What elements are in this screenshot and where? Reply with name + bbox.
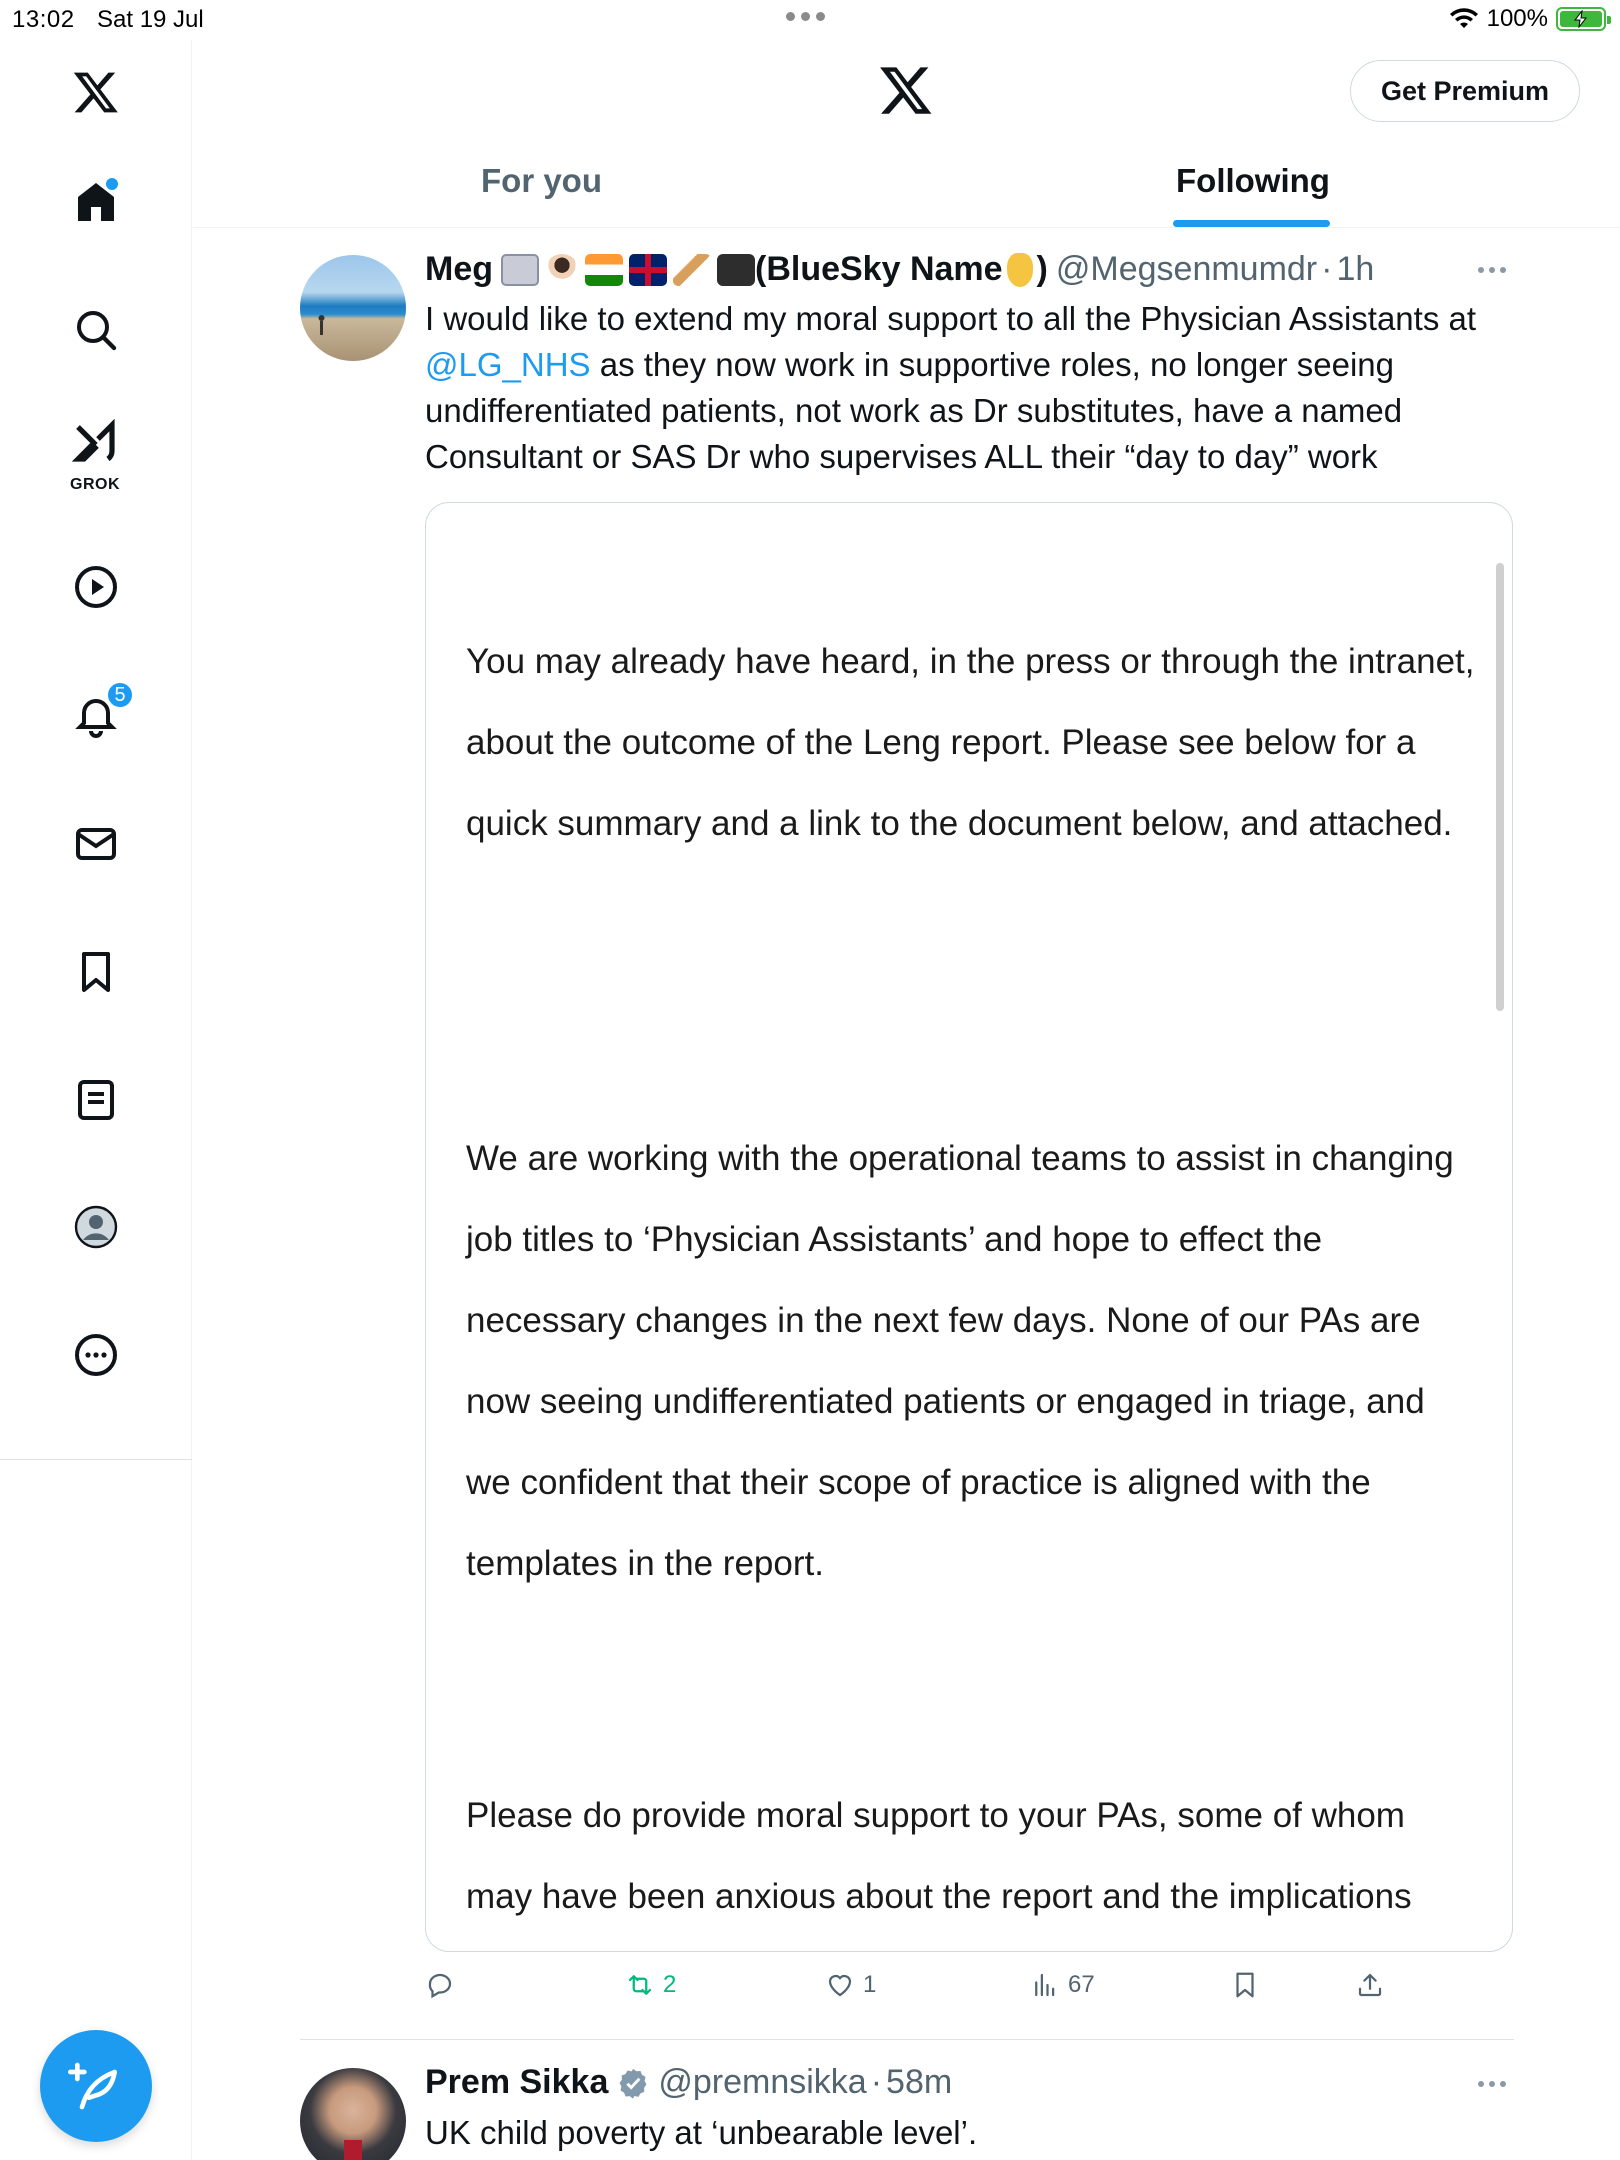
tab-for-you[interactable]: For you bbox=[481, 162, 602, 199]
tweet-text bbox=[425, 296, 1525, 480]
cricket-emoji-icon bbox=[673, 254, 711, 286]
bookmark-icon[interactable] bbox=[64, 940, 128, 1004]
document-paragraph: Please do provide moral support to your PAs, some of whom may have been anxious about the report and the implications bbox=[466, 1796, 1412, 1916]
status-time: 13:02 bbox=[12, 6, 75, 33]
india-flag-icon bbox=[585, 254, 623, 286]
tweet-actions bbox=[425, 1970, 1435, 2010]
display-name-close: ) bbox=[1036, 250, 1048, 288]
avatar[interactable] bbox=[300, 255, 406, 361]
handle[interactable]: @premnsikka bbox=[658, 2063, 867, 2101]
timestamp[interactable]: 58m bbox=[886, 2063, 953, 2101]
separator-dot: · bbox=[870, 2063, 883, 2101]
retweet-count: 2 bbox=[663, 1971, 677, 1998]
display-name-suffix[interactable]: (BlueSky Name bbox=[755, 250, 1003, 288]
heart-icon bbox=[825, 1970, 855, 2000]
verified-badge-icon bbox=[616, 2066, 650, 2100]
document-paragraph: You may already have heard, in the press or through the intranet, about the outcome of the Leng report. Please see below for a quick summary and a link to the document below, and attached. bbox=[466, 642, 1475, 843]
active-tab-indicator bbox=[1173, 220, 1330, 227]
views-button[interactable] bbox=[1030, 1970, 1095, 2000]
left-sidebar bbox=[0, 40, 192, 2160]
tab-following[interactable]: Following bbox=[1176, 162, 1330, 199]
more-circle-icon[interactable] bbox=[64, 1323, 128, 1387]
like-count: 1 bbox=[863, 1971, 877, 1998]
display-name[interactable]: Prem Sikka bbox=[425, 2063, 609, 2101]
views-count: 67 bbox=[1068, 1971, 1095, 1998]
name-emojis bbox=[501, 254, 755, 286]
bell-icon[interactable] bbox=[64, 683, 128, 747]
wifi-icon bbox=[1449, 7, 1479, 31]
tweet-text-part: as they now work in supportive roles, no longer seeing undifferentiated patients, not work as Dr substitutes, have a named Consultant or SAS Dr who supervises ALL their “day to day” work bbox=[425, 346, 1403, 475]
handle[interactable]: @Megsenmumdr bbox=[1055, 250, 1318, 288]
battery-percent: 100% bbox=[1486, 5, 1548, 32]
get-premium-button[interactable]: Get Premium bbox=[1350, 60, 1580, 122]
document-paragraph: We are working with the operational teams to assist in changing job titles to ‘Physician Assistants’ and hope to effect the necessary changes in the next few days. None of our PAs are now seeing undifferentiated patients or engaged in triage, and we confident that their scope of practice is aligned with the templates in the report. bbox=[466, 1139, 1454, 1583]
notifications-badge: 5 bbox=[106, 681, 134, 709]
x-logo-icon[interactable] bbox=[878, 62, 934, 118]
reply-button[interactable] bbox=[425, 1970, 463, 2000]
timestamp[interactable]: 1h bbox=[1336, 250, 1375, 288]
family-emoji-icon bbox=[501, 254, 539, 286]
feather-plus-icon bbox=[68, 2058, 124, 2114]
share-button[interactable] bbox=[1355, 1970, 1385, 2000]
list-icon[interactable] bbox=[64, 1068, 128, 1132]
views-icon bbox=[1030, 1970, 1060, 2000]
more-options-icon[interactable] bbox=[1478, 267, 1506, 273]
bookmark-button[interactable] bbox=[1230, 1970, 1260, 2000]
status-bar bbox=[0, 0, 1620, 40]
mail-icon[interactable] bbox=[64, 812, 128, 876]
uk-flag-icon bbox=[629, 254, 667, 286]
search-icon[interactable] bbox=[64, 298, 128, 362]
home-icon[interactable] bbox=[64, 170, 128, 234]
multitasking-dots-icon[interactable] bbox=[786, 12, 825, 21]
home-notification-dot bbox=[106, 178, 118, 190]
profile-icon[interactable] bbox=[64, 1195, 128, 1259]
timeline-tabs bbox=[193, 140, 1620, 228]
tweet-header bbox=[425, 250, 1374, 289]
status-right bbox=[1449, 5, 1606, 33]
retweet-icon bbox=[625, 1970, 655, 2000]
tweet-text-part: I would like to extend my moral support to all the Physician Assistants at bbox=[425, 300, 1477, 337]
camera-emoji-icon bbox=[717, 254, 755, 286]
doctor-emoji-icon bbox=[545, 254, 579, 286]
display-name[interactable]: Meg bbox=[425, 250, 493, 288]
status-date: Sat 19 Jul bbox=[97, 6, 204, 33]
share-icon bbox=[1355, 1970, 1385, 2000]
x-logo-icon[interactable] bbox=[64, 60, 128, 124]
tweet-header bbox=[425, 2063, 952, 2102]
retweet-button[interactable] bbox=[625, 1970, 676, 2000]
play-icon[interactable] bbox=[64, 555, 128, 619]
grok-label: GROK bbox=[70, 476, 120, 493]
media-scrollbar bbox=[1496, 563, 1504, 1011]
battery-icon bbox=[1556, 7, 1606, 31]
tweet-divider bbox=[300, 2039, 1514, 2040]
avatar[interactable] bbox=[300, 2068, 406, 2160]
mention-link[interactable]: @LG_NHS bbox=[425, 346, 591, 383]
pointing-down-emoji-icon bbox=[1007, 253, 1033, 287]
like-button[interactable] bbox=[825, 1970, 876, 2000]
separator-dot: · bbox=[1321, 250, 1333, 288]
tweet-media[interactable] bbox=[425, 502, 1513, 1952]
bookmark-icon bbox=[1230, 1970, 1260, 2000]
grok-icon[interactable] bbox=[64, 420, 128, 493]
tweet-text: UK child poverty at ‘unbearable level’. bbox=[425, 2114, 978, 2151]
compose-button[interactable] bbox=[40, 2030, 152, 2142]
reply-icon bbox=[425, 1970, 455, 2000]
more-options-icon[interactable] bbox=[1478, 2081, 1506, 2087]
sidebar-divider bbox=[0, 1459, 192, 1460]
